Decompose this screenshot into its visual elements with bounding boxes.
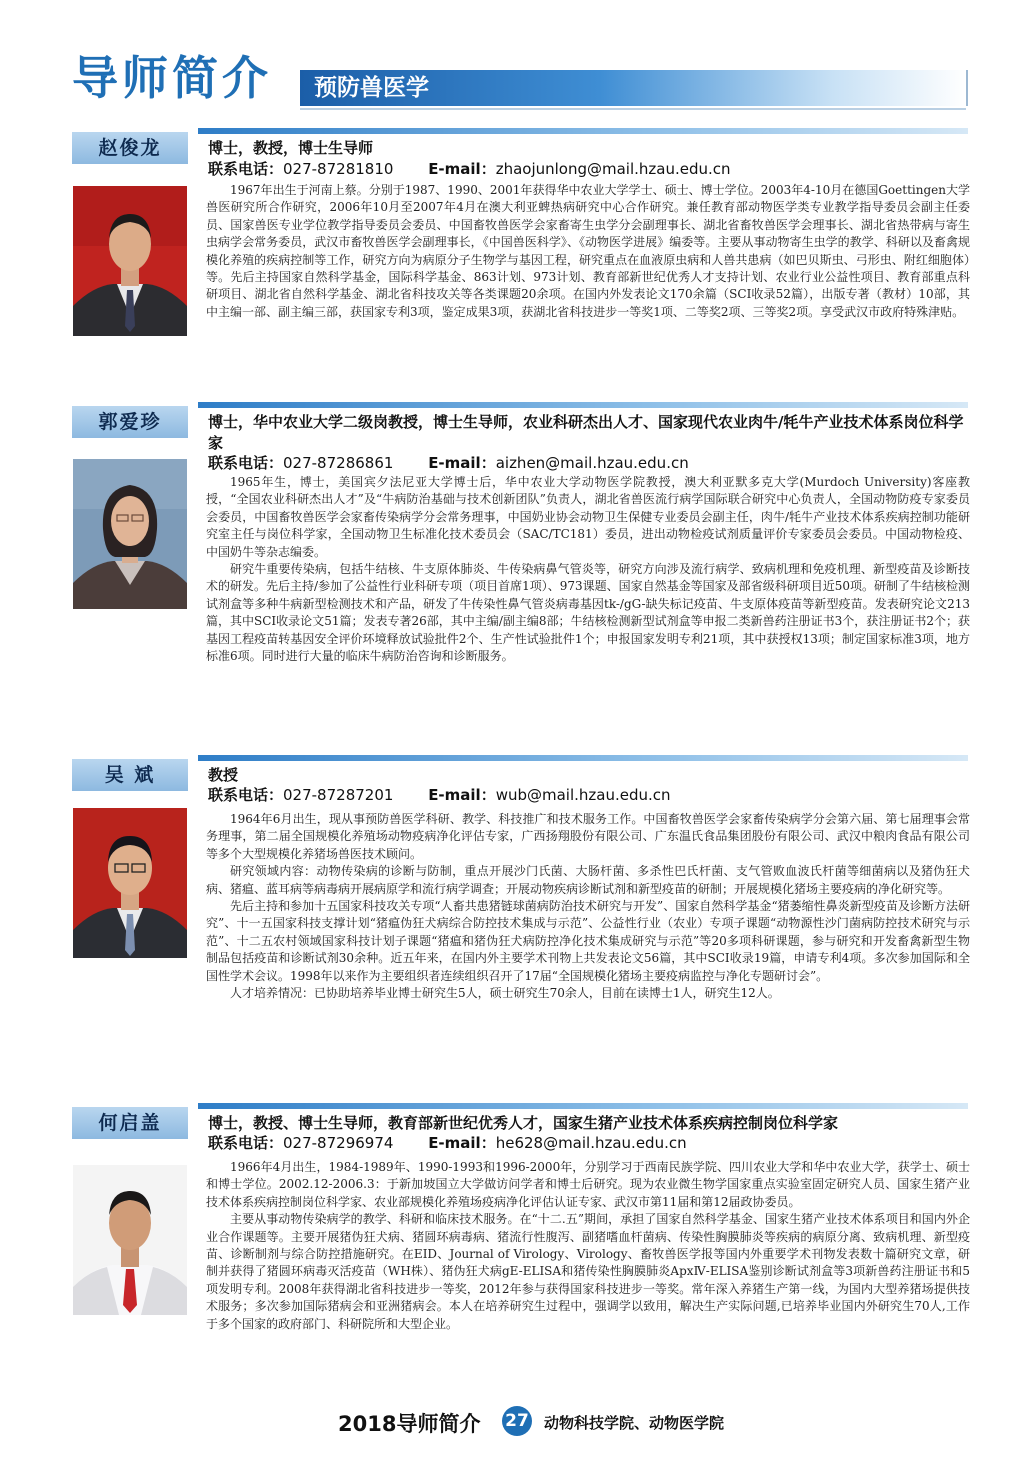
page-header — [0, 0, 1024, 112]
profile-contact — [208, 785, 978, 805]
profile-titles: 博士，教授、博士生导师，教育部新世纪优秀人才，国家生猪产业技术体系疾病控制岗位科学家 — [208, 1114, 839, 1132]
profile-name: 吴 斌 — [72, 759, 188, 791]
profile-bio — [206, 182, 970, 321]
profile-divider — [198, 128, 968, 134]
phone-label: 联系电话： — [208, 786, 284, 804]
email-label: E-mail： — [428, 786, 496, 804]
profile-titles: 博士，华中农业大学二级岗教授，博士生导师，农业科研杰出人才、国家现代农业肉牛/牦牛产业技术体系岗位科学家 — [208, 413, 964, 452]
phone-label: 联系电话： — [208, 160, 284, 178]
page-title: 导师简介 — [72, 51, 272, 105]
bio-paragraph: 人才培养情况：已协助培养毕业博士研究生5人，硕士研究生70余人，目前在读博士1人，研究生12人。 — [230, 986, 780, 1001]
phone-number: 027-87287201 — [283, 786, 394, 804]
phone-label: 联系电话： — [208, 454, 284, 472]
header-banner — [300, 70, 966, 106]
profile-titles: 教授 — [208, 766, 239, 784]
phone-number: 027-87286861 — [283, 454, 394, 472]
email-label: E-mail： — [428, 1134, 496, 1152]
bio-paragraph: 1966年4月出生，1984-1989年、1990-1993和1996-2000年，分别学习于西南民族学院、四川农业大学和华中农业大学，获学士、硕士和博士学位。2002.12-2006.3：于新加坡国立大学做访问学者和博士后研究。现为农业微生物学国家重点实验室固定研究人员、国家生猪产业技术体系疾病控制岗位科学家、农业部规模化养殖场疫病净化评估认证专家、武汉市第11届和第12届政协委员。 — [206, 1160, 970, 1209]
profile-bio — [206, 1159, 970, 1333]
page-number: 27 — [502, 1406, 532, 1436]
profile-photo — [73, 459, 187, 609]
bio-paragraph: 先后主持和参加十五国家科技攻关专项“人畜共患猪链球菌病防治技术研究与开发”、国家自然科学基金“猪萎缩性鼻炎新型疫苗及诊断方法研究”、十一五国家科技支撑计划“猪瘟伪狂犬病综合防控技术集成与示范”、公益性行业（农业）专项子课题“动物源性沙门菌病防控技术研究与示范”、十二五农村领域国家科技计划子课题“猪瘟和猪伪狂犬病防控净化技术集成研究与示范”等20多项科研课题，参与研究和开发畜禽新型生物制品包括疫苗和诊断试剂30余种。近五年来，在国内外主要学术刊物上共发表论文56篇，其中SCI收录19篇，申请专利4项。多次参加国际和全国性学术会议。1998年以来作为主要组织者连续组织召开了17届“全国规模化猪场主要疫病监控与净化专题研讨会”。 — [206, 899, 970, 983]
profile-name: 何启盖 — [72, 1107, 188, 1139]
profile-contact — [208, 453, 978, 473]
phone-number: 027-87296974 — [283, 1134, 394, 1152]
header-divider — [966, 70, 968, 106]
email-link[interactable]: he628@mail.hzau.edu.cn — [495, 1134, 687, 1152]
page-footer — [0, 1406, 1024, 1436]
bio-paragraph: 1965年生，博士，美国宾夕法尼亚大学博士后，华中农业大学动物医学院教授，澳大利亚默多克大学(Murdoch University)客座教授，“全国农业科研杰出人才”及“牛病防治基础与技术创新团队”负责人，湖北省兽医流行病学国际联合研究中心负责人，全国动物防疫专家委员会委员，中国畜牧兽医学会家畜传染病学分会常务理事，中国奶业协会动物卫生保健专业委员会副主任，肉牛/牦牛产业技术体系疾病控制功能研究室主任与岗位科学家，全国动物卫生标准化技术委员会（SAC/TC181）委员，进出动物检疫试剂质量评价专家委员会委员。中国动物检疫、中国奶牛等杂志编委。 — [206, 475, 970, 559]
phone-number: 027-87281810 — [283, 160, 394, 178]
footer-title: 2018导师简介 — [338, 1412, 481, 1436]
email-label: E-mail： — [428, 454, 496, 472]
phone-label: 联系电话： — [208, 1134, 284, 1152]
profile-name: 郭爱珍 — [72, 406, 188, 438]
profile-contact — [208, 159, 978, 179]
profile-divider — [198, 402, 968, 408]
bio-paragraph: 研究领域内容：动物传染病的诊断与防制，重点开展沙门氏菌、大肠杆菌、多杀性巴氏杆菌、支气管败血波氏杆菌等细菌病以及猪伪狂犬病、猪瘟、蓝耳病等病毒病开展病原学和流行病学调查；开展动物疾病诊断试剂和新型疫苗的研制；开展规模化猪场主要疫病的净化研究等。 — [206, 864, 970, 896]
profile-contact — [208, 1133, 978, 1153]
profile-titles: 博士，教授，博士生导师 — [208, 139, 374, 157]
profile-photo — [73, 1165, 187, 1315]
profile-divider — [198, 1103, 968, 1109]
profile-divider — [198, 755, 968, 761]
profile-bio — [206, 811, 970, 1002]
footer-school: 动物科技学院、动物医学院 — [544, 1414, 725, 1432]
page-subtitle: 预防兽医学 — [314, 75, 429, 101]
profile-name: 赵俊龙 — [72, 132, 188, 164]
email-link[interactable]: wub@mail.hzau.edu.cn — [495, 786, 671, 804]
email-link[interactable]: aizhen@mail.hzau.edu.cn — [495, 454, 689, 472]
email-link[interactable]: zhaojunlong@mail.hzau.edu.cn — [495, 160, 731, 178]
bio-paragraph: 主要从事动物传染病学的教学、科研和临床技术服务。在“十二.五”期间，承担了国家自然科学基金、国家生猪产业技术体系项目和国内外企业合作课题等。主要开展猪伪狂犬病、猪圆环病毒病、猪流行性腹泻、副猪嗜血杆菌病、传染性胸膜肺炎等疾病的病原分离、致病机理、新型疫苗、诊断制剂与综合防控措施研究。在EID、Journal of Virology、Virology、畜牧兽医学报等国内外重要学术刊物发表数十篇研究文章，研制并获得了猪圆环病毒灭活疫苗（WH株）、猪伪狂犬病gE-ELISA和猪传染性胸膜肺炎ApxⅣ-ELISA鉴别诊断试剂盒等3项新兽药注册证书和5项发明专利。2008年获得湖北省科技进步一等奖，2012年参与获得国家科技进步一等奖。常年深入养猪生产第一线，为国内大型养猪场提供技术服务；多次参加国际猪病会和亚洲猪病会。本人在培养研究生过程中，强调学以致用，解决生产实际问题,已培养毕业国内外研究生70人,工作于多个国家的政府部门、科研院所和大型企业。 — [206, 1212, 970, 1331]
email-label: E-mail： — [428, 160, 496, 178]
bio-paragraph: 研究牛重要传染病，包括牛结核、牛支原体肺炎、牛传染病鼻气管炎等，研究方向涉及流行病学、致病机理和免疫机理、新型疫苗及诊断技术的研发。先后主持/参加了公益性行业科研专项（项目首席1项）、973课题、国家自然基金等国家及部省级科研项目近50项。研制了牛结核检测试剂盒等多种牛病新型检测技术和产品，研发了牛传染性鼻气管炎病毒基因tk-/gG-缺失标记疫苗、牛支原体疫苗等新型疫苗。发表研究论文213篇，其中SCI收录论文51篇；发表专著26部，其中主编/副主编8部；牛结核检测新型试剂盒等申报二类新兽药注册证书3个，获注册证书2个；获基因工程疫苗转基因安全评价环境释放试验批件2个、生产性试验批件1个；申报国家发明专利21项，其中获授权13项；制定国家标准3项，地方标准6项。同时进行大量的临床牛病防治咨询和诊断服务。 — [206, 562, 970, 664]
profile-photo — [73, 808, 187, 958]
bio-paragraph: 1964年6月出生，现从事预防兽医学科研、教学、科技推广和技术服务工作。中国畜牧兽医学会家畜传染病学分会第六届、第七届理事会常务理事，第二届全国规模化养殖场动物疫病净化评估专家，广西扬翔股份有限公司、广东温氏食品集团股份有限公司、武汉中粮肉食品有限公司等多个大型规模化养猪场兽医技术顾问。 — [206, 812, 970, 861]
profile-bio — [206, 474, 970, 665]
bio-paragraph: 1967年出生于河南上蔡。分别于1987、1990、2001年获得华中农业大学学士、硕士、博士学位。2003年4-10月在德国Goettingen大学兽医研究所合作研究，2006年10月至2007年4月在澳大利亚蜱热病研究中心合作研究。兼任教育部动物医学类专业教学指导委员会副主任委员、国家兽医专业学位教学指导委员会委员、中国畜牧兽医学会家畜寄生虫学分会副理事长、湖北省畜牧兽医学会理事长、湖北省热带病与寄生虫病学会常务委员，武汉市畜牧兽医学会副理事长，《中国兽医科学》、《动物医学进展》编委等。主要从事动物寄生虫学的教学、科研以及畜禽规模化养殖的疾病控制等工作，研究方向为病原分子生物学与基因工程，研究重点在血液原虫病和人兽共患病（如巴贝斯虫、弓形虫、附红细胞体）等。先后主持国家自然科学基金，国际科学基金、863计划、973计划、教育部新世纪优秀人才支持计划、农业行业公益性项目、教育部重点科研项目、湖北省自然科学基金、湖北省科技攻关等各类课题20余项。在国内外发表论文170余篇（SCI收录52篇），出版专著（教材）10部，其中主编一部、副主编三部，获国家专利3项，鉴定成果3项，获湖北省科技进步一等奖1项、二等奖2项、三等奖2项。享受武汉市政府特殊津贴。 — [206, 183, 970, 319]
header-underline — [300, 108, 966, 110]
profile-photo — [73, 186, 187, 336]
